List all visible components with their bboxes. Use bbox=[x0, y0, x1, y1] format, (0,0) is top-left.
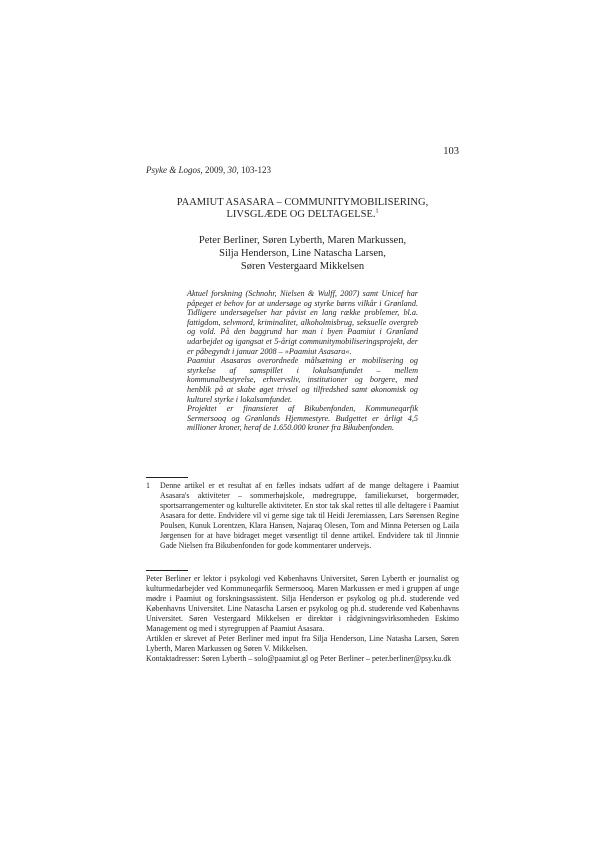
page-number: 103 bbox=[443, 146, 459, 157]
abstract-paragraph: Paamiut Asasaras overordnede målsætning er mobilisering og styrkelse af samspillet i lokalsamfundet – mellem kommunalbestyrelse, erhvervsliv, institutioner og borgere, med henblik på at skabe øget trivsel og tilfredshed samt økonomisk og kulturel styrke i lokalsamfundet. bbox=[187, 356, 418, 404]
title-footnote-mark[interactable]: 1 bbox=[375, 208, 379, 215]
footnote-divider bbox=[146, 477, 188, 478]
title-line-2 bbox=[146, 209, 459, 221]
bio-divider bbox=[146, 570, 188, 571]
abstract-paragraph: Aktuel forskning (Schnohr, Nielsen & Wulff, 2007) samt Unicef har påpeget et behov for at undersøge og styrke børns vilkår i Grønland. Tidligere undersøgelser har påvist en lang række problemer, bl.a. fattigdom, selvmord, kriminalitet, alkoholmisbrug, seksuelle overgreb og vold. På den baggrund har man i byen Paamiut i Grønland udarbejdet og igangsat et 5-årigt communitymobiliseringsprojekt, der er påbegyndt i januar 2008 – »Paamiut Asasara«. bbox=[187, 289, 418, 356]
author-list bbox=[146, 234, 459, 273]
journal-reference bbox=[146, 165, 271, 175]
title-line-2-text: LIVSGLÆDE OG DELTAGELSE. bbox=[226, 209, 376, 220]
author-line: Silja Henderson, Line Natascha Larsen, bbox=[219, 248, 386, 259]
footnote-text: Denne artikel er et resultat af en fælles indsats udført af de mange deltagere i Paamiut Asasara's aktiviteter – sommerhøjskole, mødregruppe, familiekurset, borgermøder, sportsarrangementer og kulturelle aktiviteter. En stor tak skal rettes til alle deltagere i Paamiut Asasara for dette. Endvidere vil vi gerne sige tak til Heidi Jeremiassen, Lars Sørensen Regine Poulsen, Kunuk Lorentzen, Klara Hansen, Najaraq Olesen, Tom and Minna Petersen og Laila Jørgensen for at have bidraget meget væsentligt til denne artikel. Endvidere tak til Jinnnie Gade Nielsen fra Bikubenfonden for gode kommentarer undervejs. bbox=[160, 481, 459, 550]
abstract-paragraph: Projektet er finansieret af Bikubenfonden, Kommuneqarfik Sermersooq og Grønlands Hjemmestyre. Budgettet er årligt 4,5 millioner kroner, heraf de 1.650.000 kroner fra Bikubenfonden. bbox=[187, 404, 418, 433]
footnote bbox=[146, 481, 459, 551]
footnote-number: 1 bbox=[146, 481, 150, 490]
article-title bbox=[146, 197, 459, 221]
journal-volume: 30, bbox=[227, 165, 239, 175]
bio-paragraph: Artiklen er skrevet af Peter Berliner med input fra Silja Henderson, Line Natasha Larsen, Søren Lyberth, Maren Markussen og Søren V. Mikkelsen. bbox=[146, 634, 459, 653]
journal-name: Psyke & Logos, bbox=[146, 165, 203, 175]
abstract bbox=[187, 289, 418, 433]
author-line: Søren Vestergaard Mikkelsen bbox=[240, 261, 365, 272]
author-line: Peter Berliner, Søren Lyberth, Maren Markussen, bbox=[198, 235, 407, 246]
journal-pages: 103-123 bbox=[241, 165, 271, 175]
contact-addresses[interactable]: Kontaktadresser: Søren Lyberth – solo@paamiut.gl og Peter Berliner – peter.berliner@psy.ku.dk bbox=[146, 654, 452, 663]
journal-year: 2009, bbox=[205, 165, 226, 175]
bio-paragraph: Peter Berliner er lektor i psykologi ved Københavns Universitet, Søren Lyberth er journalist og kulturmedarbejder ved Kommuneqarfik Sermersooq. Maren Markussen er med i gruppen af unge mødre i Paamiut og forskningsassistent. Silja Henderson er psykolog og ph.d. studerende ved Københavns Universitet. Line Natascha Larsen er psykolog og ph.d. studerende ved Københavns Universitet. Søren Vestergaard Mikkelsen er direktør i rådgivningsvirksomheden Eskimo Management og med i styregruppen af Paamiut Asasara. bbox=[146, 574, 459, 633]
author-bio bbox=[146, 574, 459, 664]
title-line-1: PAAMIUT ASASARA – COMMUNITYMOBILISERING, bbox=[176, 197, 429, 208]
